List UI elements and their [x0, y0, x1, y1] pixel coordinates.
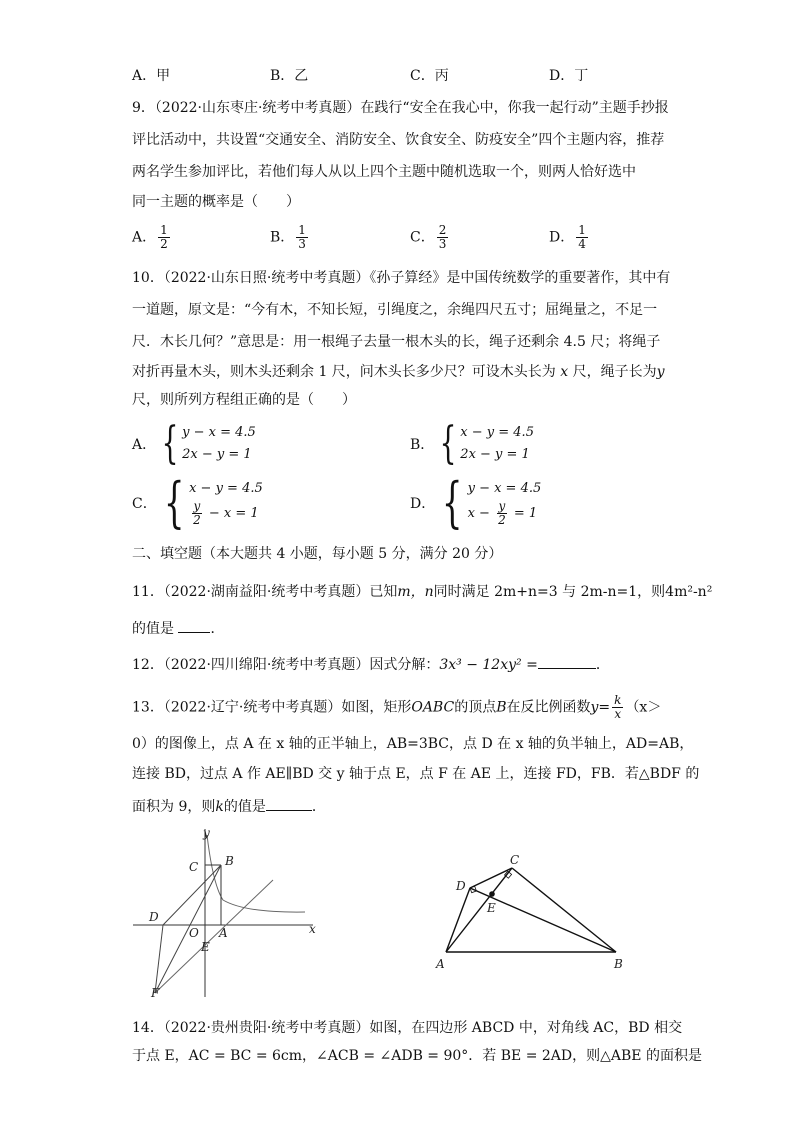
q8-option-a: A．甲: [132, 68, 171, 84]
q10-line-2: 一道题，原文是：“今有木，不知长短，引绳度之，余绳四尺五寸；屈绳量之，不足一: [132, 302, 658, 318]
label-a: A: [436, 957, 445, 971]
hyperbola-curve: [207, 835, 305, 912]
label-o: O: [189, 926, 199, 940]
label-c: C: [510, 853, 520, 867]
segment-df: [155, 925, 163, 993]
q9-line-4: 同一主题的概率是（ ）: [132, 194, 300, 210]
q8-option-c: C．丙: [410, 68, 449, 84]
segment-cb: [512, 868, 616, 952]
section-2-heading: 二、填空题（本大题共 4 小题，每小题 5 分，满分 20 分）: [132, 546, 503, 562]
label-d: D: [456, 879, 466, 893]
q10-option-a: A． { y − x = 4.5 2x − y = 1: [132, 418, 256, 469]
q10-option-c: C． { x − y = 4.5 $\frac{y}{2}$ − x = 1: [132, 470, 263, 534]
q11-line-2: 的值是 ．: [132, 618, 224, 639]
q10-line-1: 10．（2022·山东日照·统考中考真题）《孙子算经》是中国传统数学的重要著作，其中有: [132, 270, 671, 286]
label-b: B: [614, 957, 623, 971]
label-e: E: [487, 901, 496, 915]
q12-line-1: 12．（2022·四川绵阳·统考中考真题）因式分解：3x³ − 12xy² = ．: [132, 654, 610, 675]
q13-figure: [125, 825, 325, 1000]
q13-line-2: 0）的图像上，点 A 在 x 轴的正半轴上，AB=3BC，点 D 在 x 轴的负半轴上，AD=AB，: [132, 736, 694, 752]
label-d: D: [149, 910, 159, 924]
q9-option-b: B． $\frac{1}{3}$: [270, 223, 306, 251]
q9-line-2: 评比活动中，共设置“交通安全、消防安全、饮食安全、防疫安全”四个主题内容，推荐: [132, 132, 665, 148]
q13-line-3: 连接 BD，过点 A 作 AE∥BD 交 y 轴于点 E，点 F 在 AE 上，连接 FD，FB．若△BDF 的: [132, 766, 700, 782]
segment-dc: [470, 868, 512, 888]
q9-option-a: A． $\frac{1}{2}$: [132, 223, 168, 251]
label-a: A: [219, 926, 228, 940]
q10-option-d: D． { y − x = 4.5 x − $\frac{y}{2}$ = 1: [410, 470, 542, 534]
segment-bd: [163, 865, 221, 925]
q13-line-1: 13．（2022·辽宁·统考中考真题）如图，矩形OABC的顶点B在反比例函数y= $\frac{k}{x}$ （x＞: [132, 693, 662, 721]
q9-line-3: 两名学生参加评比，若他们每人从以上四个主题中随机选取一个，则两人恰好选中: [132, 164, 636, 180]
label-f: F: [151, 986, 160, 1000]
q8-option-d: D．丁: [549, 68, 589, 84]
line-ae: [155, 880, 273, 993]
q14-figure: [430, 850, 630, 975]
q10-line-4: 对折再量木头，则木头还剩余 1 尺，问木头长多少尺？可设木头长为 x 尺，绳子长为y: [132, 364, 665, 380]
q11-line-1: 11．（2022·湖南益阳·统考中考真题）已知m，n同时满足 2m+n=3 与 2m-n=1，则4m²-n²: [132, 584, 713, 600]
q10-option-b: B． { x − y = 4.5 2x − y = 1: [410, 418, 534, 469]
q10-line-5: 尺，则所列方程组正确的是（ ）: [132, 392, 356, 408]
q12-answer-blank[interactable]: [538, 654, 596, 669]
q9-option-c: C． $\frac{2}{3}$: [410, 223, 447, 251]
segment-db: [470, 888, 616, 952]
point-e: [489, 891, 495, 897]
q9-option-d: D． $\frac{1}{4}$: [549, 223, 586, 251]
label-b: B: [225, 854, 234, 868]
label-c: C: [189, 860, 199, 874]
q11-answer-blank[interactable]: [178, 618, 210, 633]
q9-line-1: 9．（2022·山东枣庄·统考中考真题）在践行“安全在我心中，你我一起行动”主题手抄报: [132, 100, 669, 116]
q14-line-2: 于点 E，AC = BC = 6cm，∠ACB = ∠ADB = 90°．若 BE = 2AD，则△ABE 的面积是: [132, 1048, 702, 1064]
q13-answer-blank[interactable]: [266, 796, 312, 811]
label-y: y: [203, 826, 210, 840]
q8-option-b: B．乙: [270, 68, 309, 84]
segment-fb: [155, 865, 221, 993]
q13-line-4: 面积为 9，则k的值是 ．: [132, 796, 326, 817]
q14-line-1: 14．（2022·贵州贵阳·统考中考真题）如图，在四边形 ABCD 中，对角线 AC，BD 相交: [132, 1020, 683, 1036]
label-x: x: [309, 922, 316, 936]
label-e: E: [201, 940, 210, 954]
segment-ad: [446, 888, 470, 952]
q10-line-3: 尺．木长几何？”意思是：用一根绳子去量一根木头的长，绳子还剩余 4.5 尺；将绳子: [132, 334, 661, 350]
